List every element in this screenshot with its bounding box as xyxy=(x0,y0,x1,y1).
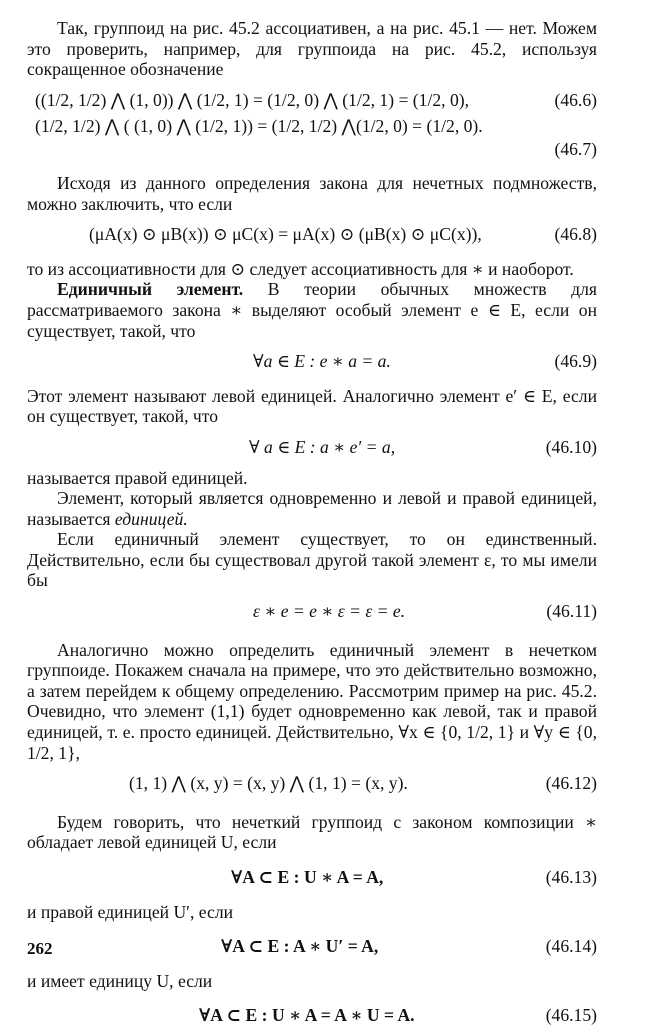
equation-46-12-number: (46.12) xyxy=(545,773,597,794)
equation-46-14-text: ∀A ⊂ E : A ∗ U′ = A, xyxy=(221,936,379,957)
equation-46-15 xyxy=(27,1005,597,1026)
paragraph-fuzzy-law: Исходя из данного определения закона для нечетных подмножеств, можно заключить, что если xyxy=(27,172,597,214)
paragraph-unit-fuzzy: и имеет единицу U, если xyxy=(27,970,213,991)
paragraph-unit-definition-text: Элемент, который является одновременно и левой и правой единицей, называется xyxy=(27,488,597,529)
paragraph-left-unit: Этот элемент называют левой единицей. Аналогично элемент e′ ∈ E, если он существует, такой, что xyxy=(27,385,597,427)
paragraph-associativity: Так, группоид на рис. 45.2 ассоциативен, а на рис. 45.1 — нет. Можем это проверить, например, для группоида на рис. 45.2, используя сокращенное обозначение xyxy=(27,18,597,80)
paragraph-uniqueness: Если единичный элемент существует, то он единственный. Действительно, если бы существовал другой такой элемент ε, то мы имели бы xyxy=(27,529,597,591)
paragraph-unit-element-text: В теории обычных множеств для рассматриваемого закона ∗ выделяют особый элемент e ∈ E, если он существует, такой, что xyxy=(27,279,597,341)
page-body xyxy=(27,18,597,1026)
equation-46-13-text: ∀A ⊂ E : U ∗ A = A, xyxy=(231,867,384,887)
equation-46-13-number: (46.13) xyxy=(545,867,597,887)
page-number: 262 xyxy=(27,939,53,958)
equation-46-9 xyxy=(27,351,597,372)
equation-46-10 xyxy=(27,437,597,458)
paragraph-unit-element xyxy=(27,279,597,341)
equation-46-7-number-row xyxy=(27,137,597,159)
section-heading-unit-element: Единичный элемент. xyxy=(57,279,244,300)
equation-46-10-number: (46.10) xyxy=(545,436,597,457)
equation-46-6-number: (46.6) xyxy=(554,89,597,110)
equation-46-9-text: ∀a ∈ E : e ∗ a = a. xyxy=(253,351,391,372)
term-unit: единицей. xyxy=(114,508,188,529)
equation-46-12-text: (1, 1) ⋀ (x, y) = (x, y) ⋀ (1, 1) = (x, y). xyxy=(129,773,408,794)
equation-46-15-number: (46.15) xyxy=(545,1005,597,1026)
equation-46-6 xyxy=(27,90,597,111)
equation-46-11-number: (46.11) xyxy=(546,601,597,622)
equation-46-7 xyxy=(27,116,597,137)
equation-46-11 xyxy=(27,601,597,622)
paragraph-fuzzy-groupoid-example: Аналогично можно определить единичный элемент в нечетком группоиде. Покажем сначала на примере, что это действительно возможно, а затем перейдем к общему определению. Рассмотрим пример на рис. 45.2. Очевидно, что элемент (1,1) будет одновременно как левой, так и правой единицей, т. е. просто единицей. Действительно, ∀x ∈ {0, 1/2, 1} и ∀y ∈ {0, 1/2, 1}, xyxy=(27,639,597,763)
paragraph-left-unit-fuzzy: Будем говорить, что нечеткий группоид с законом композиции ∗ обладает левой единицей U, если xyxy=(27,811,597,853)
equation-46-14 xyxy=(27,936,597,957)
equation-46-8-number: (46.8) xyxy=(554,224,597,245)
equation-46-10-text: ∀ a ∈ E : a ∗ e′ = a, xyxy=(249,436,396,457)
paragraph-unit-definition xyxy=(27,488,597,529)
equation-46-8 xyxy=(27,224,597,245)
paragraph-right-unit-fuzzy: и правой единицей U′, если xyxy=(27,901,234,922)
equation-46-8-text: (μA(x) ⊙ μB(x)) ⊙ μC(x) = μA(x) ⊙ (μB(x) ⊙ μC(x)), xyxy=(89,224,482,245)
paragraph-right-unit: называется правой единицей. xyxy=(27,467,248,488)
equation-46-11-text: ε ∗ e = e ∗ ε = ε = e. xyxy=(253,601,406,622)
equation-46-9-number: (46.9) xyxy=(554,351,597,372)
paragraph-conversely: то из ассоциативности для ⊙ следует ассоциативность для ∗ и наоборот. xyxy=(27,258,574,279)
equation-46-13 xyxy=(27,867,597,888)
equation-46-7-number: (46.7) xyxy=(554,138,597,159)
equation-46-6-text: ((1/2, 1/2) ⋀ (1, 0)) ⋀ (1/2, 1) = (1/2, 0) ⋀ (1/2, 1) = (1/2, 0), xyxy=(35,89,470,110)
equation-46-15-text: ∀A ⊂ E : U ∗ A = A ∗ U = A. xyxy=(199,1005,415,1026)
equation-46-14-number: (46.14) xyxy=(545,936,597,957)
equation-46-7-text: (1/2, 1/2) ⋀ ( (1, 0) ⋀ (1/2, 1)) = (1/2, 1/2) ⋀(1/2, 0) = (1/2, 0). xyxy=(35,116,483,137)
equation-46-12 xyxy=(27,773,597,794)
